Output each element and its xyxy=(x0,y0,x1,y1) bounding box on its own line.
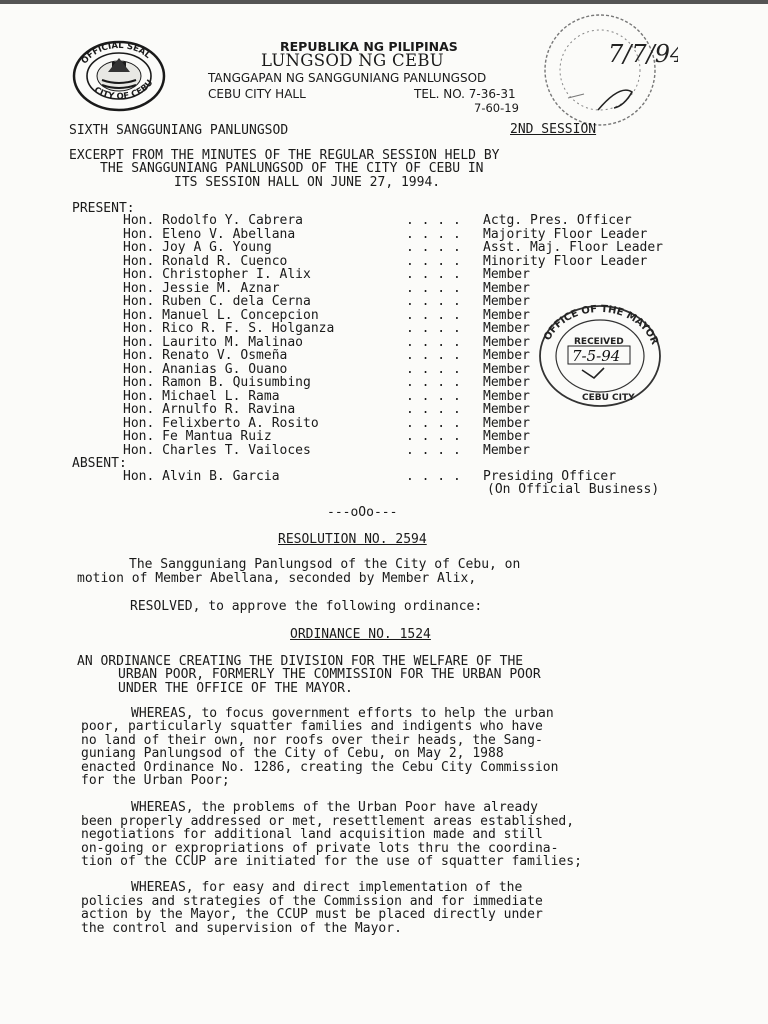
member-role: Member xyxy=(483,321,530,336)
seal-bottom-text: CITY OF CEBU xyxy=(92,78,156,102)
city-hall-label: CEBU CITY HALL xyxy=(208,87,306,101)
whereas2-line: on-going or expropriations of private lots thru the coordina- xyxy=(81,840,559,856)
whereas1-line: guniang Panlungsod of the City of Cebu, on May 2, 1988 xyxy=(81,746,504,761)
member-role: Member xyxy=(483,402,530,417)
telephone-number: TEL. NO. 7-36-31 xyxy=(414,87,516,101)
member-name: Hon. Laurito M. Malinao xyxy=(123,334,304,350)
ordinance-heading-3: UNDER THE OFFICE OF THE MAYOR. xyxy=(118,681,353,696)
member-role: Member xyxy=(483,375,530,390)
leader-dots: . . . . xyxy=(406,307,461,323)
republic-heading: REPUBLIKA NG PILIPINAS xyxy=(280,39,458,54)
mayor-received-label: RECEIVED xyxy=(574,337,624,347)
leader-dots: . . . . xyxy=(406,280,461,296)
whereas3-line: WHEREAS, for easy and direct implementation of the xyxy=(131,880,523,895)
seal-top-text: OFFICIAL SEAL xyxy=(79,40,153,67)
member-role: Member xyxy=(483,307,530,323)
received-date: 7/7/94 xyxy=(608,40,678,68)
leader-dots: . . . . xyxy=(406,429,461,444)
received-stamp xyxy=(528,10,678,130)
whereas2-line: tion of the CCUP are initiated for the use of squatter families; xyxy=(81,854,582,869)
whereas1-line: for the Urban Poor; xyxy=(81,773,230,788)
member-role: Member xyxy=(483,280,530,296)
leader-dots: . . . . xyxy=(406,469,461,484)
whereas3-line: the control and supervision of the Mayor. xyxy=(81,920,402,936)
excerpt-line-1: EXCERPT FROM THE MINUTES OF THE REGULAR SESSION HELD BY xyxy=(69,148,500,163)
member-name: Hon. Michael L. Rama xyxy=(123,388,280,404)
resolution-line-2: motion of Member Abellana, seconded by Member Alix, xyxy=(77,571,477,586)
member-role: Presiding Officer xyxy=(483,469,617,484)
member-name: Hon. Felixberto A. Rosito xyxy=(123,415,319,431)
member-name: Hon. Alvin B. Garcia xyxy=(123,469,280,484)
member-role: Majority Floor Leader xyxy=(483,226,648,242)
whereas2-line: WHEREAS, the problems of the Urban Poor have already xyxy=(131,800,538,815)
telephone-number-2: 7-60-19 xyxy=(474,101,519,115)
absent-label: ABSENT: xyxy=(72,456,127,471)
whereas1-line: WHEREAS, to focus government efforts to help the urban xyxy=(131,706,554,721)
member-name: Hon. Renato V. Osmeña xyxy=(123,348,288,363)
leader-dots: . . . . xyxy=(406,402,461,417)
member-name: Hon. Arnulfo R. Ravina xyxy=(123,402,296,417)
leader-dots: . . . . xyxy=(406,240,461,255)
leader-dots: . . . . xyxy=(406,226,461,242)
member-name: Hon. Fe Mantua Ruiz xyxy=(123,429,272,444)
mayor-office-stamp xyxy=(520,296,670,414)
whereas1-line: no land of their own, nor roofs over their heads, the Sang- xyxy=(81,732,543,748)
ordinance-heading-1: AN ORDINANCE CREATING THE DIVISION FOR THE WELFARE OF THE xyxy=(77,654,524,669)
whereas1-line: enacted Ordinance No. 1286, creating the Cebu City Commission xyxy=(81,759,559,775)
member-name: Hon. Ananias G. Ouano xyxy=(123,361,288,377)
member-name: Hon. Charles T. Vailoces xyxy=(123,442,311,458)
member-role: Asst. Maj. Floor Leader xyxy=(483,240,664,255)
leader-dots: . . . . xyxy=(406,442,461,458)
member-name: Hon. Eleno V. Abellana xyxy=(123,226,296,242)
member-name: Hon. Ronald R. Cuenco xyxy=(123,253,288,269)
leader-dots: . . . . xyxy=(406,321,461,336)
excerpt-line-3: ITS SESSION HALL ON JUNE 27, 1994. xyxy=(174,175,441,190)
leader-dots: . . . . xyxy=(406,334,461,350)
resolution-line-1: The Sangguniang Panlungsod of the City of Cebu, on xyxy=(129,557,521,572)
office-heading: TANGGAPAN NG SANGGUNIANG PANLUNGSOD xyxy=(208,71,487,85)
member-role: Member xyxy=(483,388,530,404)
member-role: Member xyxy=(483,442,530,458)
leader-dots: . . . . xyxy=(406,253,461,269)
whereas1-line: poor, particularly squatter families and indigents who have xyxy=(81,719,543,734)
member-role: Member xyxy=(483,348,530,363)
leader-dots: . . . . xyxy=(406,375,461,390)
member-role: Member xyxy=(483,267,530,282)
member-name: Hon. Ruben C. dela Cerna xyxy=(123,294,311,309)
member-role: Member xyxy=(483,294,530,309)
whereas2-line: negotiations for additional land acquisition made and still xyxy=(81,827,543,842)
member-name: Hon. Christopher I. Alix xyxy=(123,267,311,282)
member-role: Actg. Pres. Officer xyxy=(483,213,632,228)
member-role: Minority Floor Leader xyxy=(483,253,648,269)
mayor-office-text: OFFICE OF THE MAYOR xyxy=(542,303,660,347)
leader-dots: . . . . xyxy=(406,415,461,431)
member-role: Member xyxy=(483,415,530,431)
member-role: Member xyxy=(483,361,530,377)
leader-dots: . . . . xyxy=(406,388,461,404)
whereas3-line: action by the Mayor, the CCUP must be placed directly under xyxy=(81,907,543,922)
leader-dots: . . . . xyxy=(406,267,461,282)
whereas2-line: been properly addressed or met, resettlement areas established, xyxy=(81,813,575,829)
member-name: Hon. Jessie M. Aznar xyxy=(123,280,280,296)
member-name: Hon. Ramon B. Quisumbing xyxy=(123,375,311,390)
ordinance-title: ORDINANCE NO. 1524 xyxy=(290,627,431,642)
separator: ---oOo--- xyxy=(327,505,398,520)
leader-dots: . . . . xyxy=(406,213,461,228)
present-label: PRESENT: xyxy=(72,201,135,216)
resolution-title: RESOLUTION NO. 2594 xyxy=(278,532,427,547)
mayor-city-text: CEBU CITY xyxy=(582,393,635,403)
leader-dots: . . . . xyxy=(406,348,461,363)
ordinance-heading-2: URBAN POOR, FORMERLY THE COMMISSION FOR THE URBAN POOR xyxy=(118,667,541,682)
city-heading: LUNGSOD NG CEBU xyxy=(261,51,444,70)
session-number-label: 2ND SESSION xyxy=(510,122,597,137)
absence-reason: (On Official Business) xyxy=(487,482,660,497)
excerpt-line-2: THE SANGGUNIANG PANLUNGSOD OF THE CITY OF CEBU IN xyxy=(100,161,484,176)
official-seal xyxy=(72,40,166,112)
member-name: Hon. Manuel L. Concepcion xyxy=(123,307,319,323)
member-name: Hon. Joy A G. Young xyxy=(123,240,272,255)
leader-dots: . . . . xyxy=(406,361,461,377)
scan-top-edge xyxy=(0,0,768,4)
member-role: Member xyxy=(483,429,530,444)
whereas3-line: policies and strategies of the Commission and for immediate xyxy=(81,893,543,909)
mayor-stamp-date: 7-5-94 xyxy=(572,347,621,365)
resolved-clause: RESOLVED, to approve the following ordinance: xyxy=(130,599,483,614)
member-name: Hon. Rodolfo Y. Cabrera xyxy=(123,213,304,228)
session-council-label: SIXTH SANGGUNIANG PANLUNGSOD xyxy=(69,123,289,138)
member-role: Member xyxy=(483,334,530,350)
leader-dots: . . . . xyxy=(406,294,461,309)
member-name: Hon. Rico R. F. S. Holganza xyxy=(123,321,335,336)
